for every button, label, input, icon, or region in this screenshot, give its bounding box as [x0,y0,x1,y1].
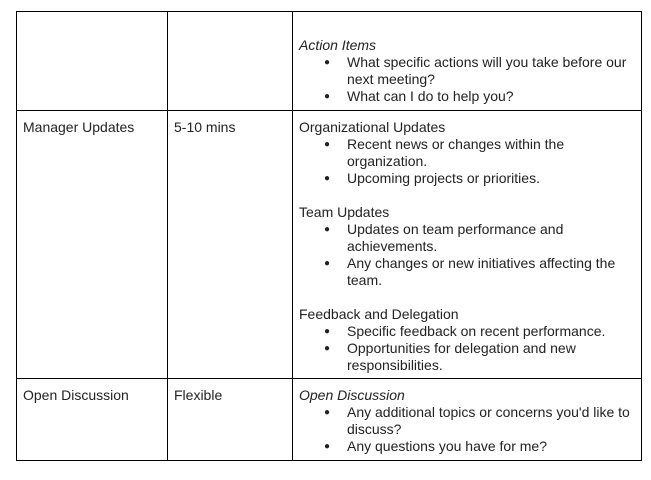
time-cell: 5-10 mins [168,111,293,379]
time-cell: Flexible [168,379,293,461]
table-row [17,12,642,111]
section-title: Organizational Updates [299,119,446,135]
table-row [17,111,642,379]
list-item: ● Recent news or changes within the organization. [347,136,635,170]
list-item: ● Any questions you have for me? [347,438,635,455]
topic-cell [17,12,168,111]
spacer [299,187,635,204]
bullet-list [299,136,635,187]
list-item: ● What can I do to help you? [347,88,635,105]
details-cell [293,379,642,461]
topic-cell: Manager Updates [17,111,168,379]
bullet-list [299,54,635,105]
time-cell [168,12,293,111]
section-title: Open Discussion [299,387,405,403]
list-item: ● Opportunities for delegation and new responsibilities. [347,340,635,374]
table-row [17,379,642,461]
section-title: Team Updates [299,204,390,220]
section-title: Action Items [299,37,377,53]
list-item: ● Any changes or new initiatives affecting the team. [347,255,635,289]
details-cell [293,111,642,379]
topic-cell: Open Discussion [17,379,168,461]
details-cell [293,12,642,111]
list-item: ● Any additional topics or concerns you'd like to discuss? [347,404,635,438]
spacer [299,289,635,306]
agenda-table [16,11,642,461]
list-item: ● Updates on team performance and achievements. [347,221,635,255]
list-item: ● Upcoming projects or priorities. [347,170,635,187]
bullet-list [299,404,635,455]
list-item: ● Specific feedback on recent performance. [347,323,635,340]
list-item: ● What specific actions will you take before our next meeting? [347,54,635,88]
bullet-list [299,221,635,289]
bullet-list [299,323,635,374]
section-title: Feedback and Delegation [299,306,459,322]
